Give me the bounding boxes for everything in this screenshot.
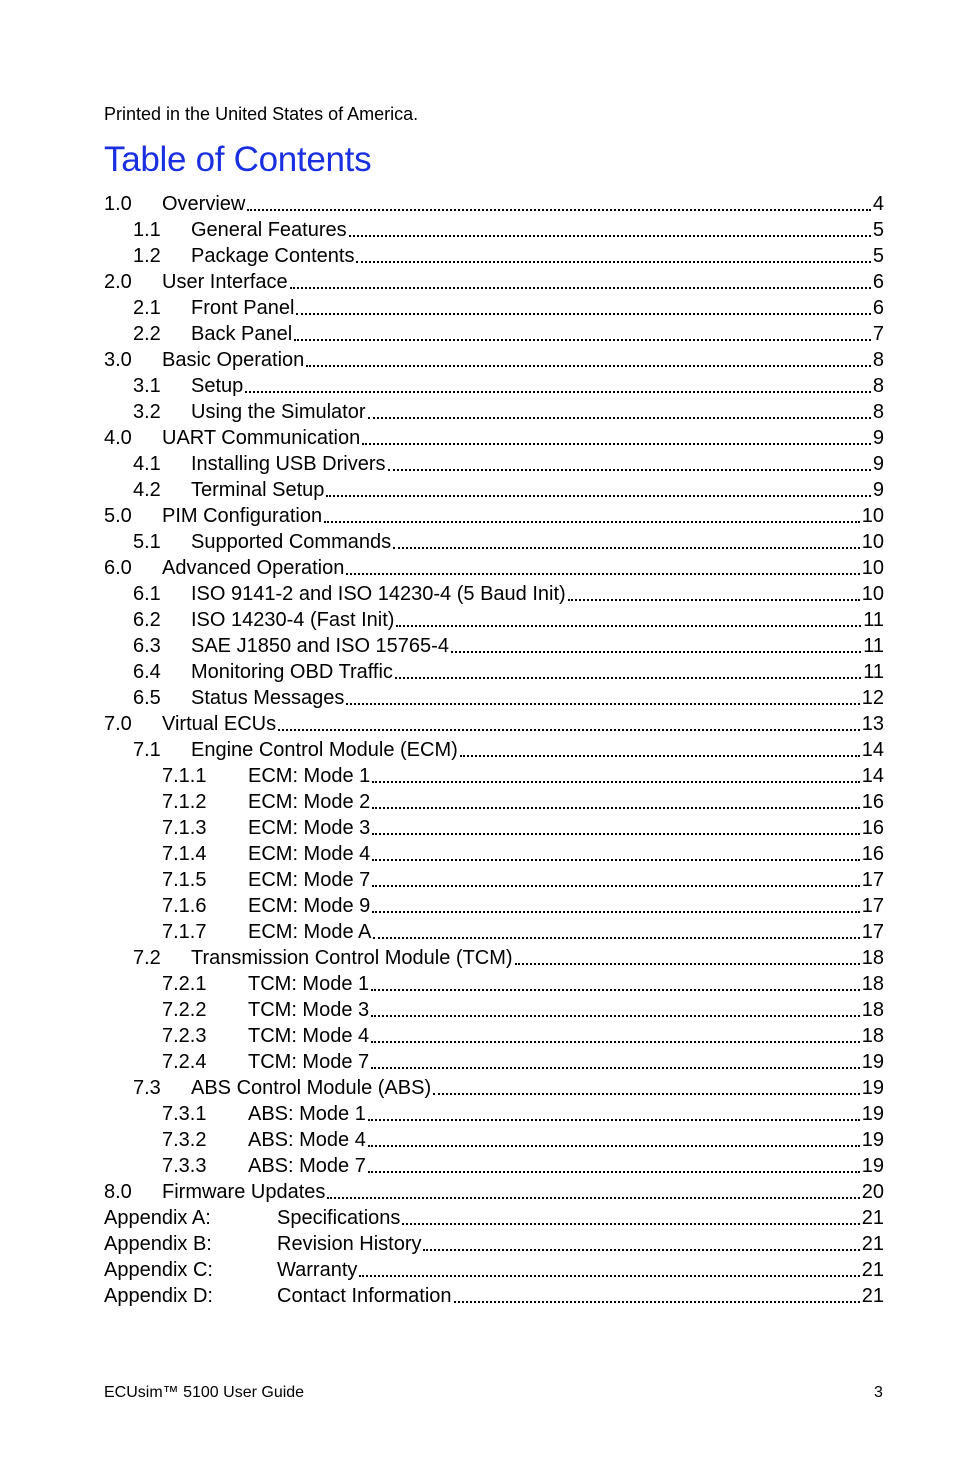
toc-entry-label: ECM: Mode 7 bbox=[248, 869, 371, 891]
toc-entry-number: 3.1 bbox=[133, 375, 161, 397]
toc-entry-page: 17 bbox=[861, 895, 884, 917]
toc-entry-page: 18 bbox=[861, 1025, 884, 1047]
toc-entry-line bbox=[162, 348, 884, 372]
toc-entry-label: ABS Control Module (ABS) bbox=[191, 1077, 432, 1099]
toc-entry-number: 7.3.2 bbox=[162, 1129, 207, 1151]
toc-entry-number: 7.3.1 bbox=[162, 1103, 207, 1125]
toc-entry-line bbox=[277, 1232, 884, 1256]
toc-dot-leader bbox=[346, 573, 859, 575]
toc-entry-label: ECM: Mode A bbox=[248, 921, 372, 943]
toc-entry-number: 7.1.4 bbox=[162, 843, 207, 865]
toc-dot-leader bbox=[451, 651, 861, 653]
toc-entry[interactable] bbox=[104, 372, 884, 398]
toc-entry-number: 4.2 bbox=[133, 479, 161, 501]
toc-entry-line bbox=[248, 764, 884, 788]
table-of-contents bbox=[104, 190, 884, 1308]
toc-dot-leader bbox=[393, 547, 860, 549]
toc-entry-label: General Features bbox=[191, 219, 347, 241]
toc-dot-leader bbox=[278, 729, 860, 731]
toc-entry-number: 7.0 bbox=[104, 713, 132, 735]
toc-entry[interactable] bbox=[104, 1282, 884, 1308]
toc-entry-page: 8 bbox=[872, 375, 884, 397]
toc-dot-leader bbox=[327, 1197, 859, 1199]
toc-dot-leader bbox=[372, 807, 859, 809]
toc-entry-label: ECM: Mode 9 bbox=[248, 895, 371, 917]
toc-entry-label: Virtual ECUs bbox=[162, 713, 277, 735]
printed-notice: Printed in the United States of America. bbox=[104, 104, 419, 124]
toc-entry[interactable] bbox=[104, 1048, 884, 1074]
toc-dot-leader bbox=[371, 1041, 860, 1043]
toc-entry-line bbox=[248, 998, 884, 1022]
toc-entry[interactable] bbox=[104, 866, 884, 892]
toc-entry-page: 19 bbox=[861, 1051, 884, 1073]
toc-entry-number: 1.2 bbox=[133, 245, 161, 267]
toc-dot-leader bbox=[371, 1067, 860, 1069]
toc-entry[interactable] bbox=[104, 1022, 884, 1048]
page-title: Table of Contents bbox=[104, 140, 372, 179]
toc-entry-number: 7.1.6 bbox=[162, 895, 207, 917]
toc-entry[interactable] bbox=[104, 736, 884, 762]
toc-entry-number: 2.0 bbox=[104, 271, 132, 293]
toc-entry-line bbox=[191, 608, 884, 632]
toc-dot-leader bbox=[247, 209, 871, 211]
toc-entry-page: 14 bbox=[861, 739, 884, 761]
toc-entry-label: Monitoring OBD Traffic bbox=[191, 661, 393, 683]
toc-entry-label: ECM: Mode 2 bbox=[248, 791, 371, 813]
toc-entry-line bbox=[162, 504, 884, 528]
toc-entry-page: 21 bbox=[861, 1233, 884, 1255]
toc-entry-number: 7.2.2 bbox=[162, 999, 207, 1021]
toc-entry[interactable] bbox=[104, 450, 884, 476]
toc-entry[interactable] bbox=[104, 762, 884, 788]
toc-dot-leader bbox=[346, 703, 859, 705]
toc-entry-number: 6.0 bbox=[104, 557, 132, 579]
toc-entry-page: 19 bbox=[861, 1077, 884, 1099]
toc-entry-line bbox=[248, 1102, 884, 1126]
toc-entry-page: 20 bbox=[861, 1181, 884, 1203]
toc-entry[interactable] bbox=[104, 944, 884, 970]
toc-entry-page: 4 bbox=[872, 193, 884, 215]
toc-entry-line bbox=[162, 192, 884, 216]
toc-entry[interactable] bbox=[104, 1204, 884, 1230]
toc-entry-label: TCM: Mode 1 bbox=[248, 973, 370, 995]
toc-entry-page: 16 bbox=[861, 817, 884, 839]
toc-entry-number: 4.0 bbox=[104, 427, 132, 449]
toc-entry-label: TCM: Mode 4 bbox=[248, 1025, 370, 1047]
toc-dot-leader bbox=[306, 365, 871, 367]
toc-entry[interactable] bbox=[104, 1074, 884, 1100]
toc-dot-leader bbox=[372, 833, 859, 835]
toc-entry-number: 6.2 bbox=[133, 609, 161, 631]
toc-dot-leader bbox=[324, 521, 860, 523]
toc-entry-label: Transmission Control Module (TCM) bbox=[191, 947, 513, 969]
toc-entry-page: 17 bbox=[861, 869, 884, 891]
toc-entry[interactable] bbox=[104, 580, 884, 606]
toc-entry-page: 16 bbox=[861, 791, 884, 813]
toc-entry[interactable] bbox=[104, 1178, 884, 1204]
toc-entry-number: Appendix C: bbox=[104, 1259, 213, 1281]
toc-entry-line bbox=[248, 868, 884, 892]
toc-entry-number: 7.1.2 bbox=[162, 791, 207, 813]
toc-entry[interactable] bbox=[104, 684, 884, 710]
toc-entry-page: 11 bbox=[863, 609, 884, 631]
toc-entry-number: 6.3 bbox=[133, 635, 161, 657]
toc-entry-page: 11 bbox=[863, 635, 884, 657]
toc-entry[interactable] bbox=[104, 476, 884, 502]
toc-entry-label: Specifications bbox=[277, 1207, 401, 1229]
toc-entry[interactable] bbox=[104, 1100, 884, 1126]
toc-entry-number: 6.4 bbox=[133, 661, 161, 683]
toc-dot-leader bbox=[433, 1093, 860, 1095]
toc-entry-line bbox=[248, 920, 884, 944]
toc-entry-number: 5.1 bbox=[133, 531, 161, 553]
toc-entry-number: Appendix A: bbox=[104, 1207, 211, 1229]
toc-entry-line bbox=[248, 1024, 884, 1048]
toc-entry-page: 18 bbox=[861, 999, 884, 1021]
toc-entry[interactable] bbox=[104, 892, 884, 918]
toc-entry-number: 6.1 bbox=[133, 583, 161, 605]
toc-dot-leader bbox=[396, 625, 861, 627]
toc-entry-line bbox=[162, 712, 884, 736]
toc-dot-leader bbox=[356, 261, 870, 263]
toc-entry[interactable] bbox=[104, 346, 884, 372]
toc-entry-label: ECM: Mode 1 bbox=[248, 765, 371, 787]
toc-entry-number: 7.3.3 bbox=[162, 1155, 207, 1177]
toc-entry-line bbox=[162, 556, 884, 580]
toc-entry-line bbox=[191, 634, 884, 658]
toc-dot-leader bbox=[326, 495, 870, 497]
toc-entry-label: ECM: Mode 3 bbox=[248, 817, 371, 839]
footer-page-number: 3 bbox=[874, 1384, 883, 1401]
toc-entry-number: 1.0 bbox=[104, 193, 132, 215]
toc-entry-page: 19 bbox=[861, 1155, 884, 1177]
toc-entry-page: 16 bbox=[861, 843, 884, 865]
toc-entry-line bbox=[248, 894, 884, 918]
toc-entry-page: 7 bbox=[872, 323, 884, 345]
toc-entry-page: 9 bbox=[872, 453, 884, 475]
toc-entry-line bbox=[191, 374, 884, 398]
toc-entry-label: Front Panel bbox=[191, 297, 295, 319]
toc-entry-line bbox=[248, 1050, 884, 1074]
toc-entry-label: Basic Operation bbox=[162, 349, 305, 371]
toc-entry[interactable] bbox=[104, 268, 884, 294]
toc-entry-number: 3.2 bbox=[133, 401, 161, 423]
toc-entry[interactable] bbox=[104, 632, 884, 658]
toc-entry[interactable] bbox=[104, 294, 884, 320]
toc-entry[interactable] bbox=[104, 528, 884, 554]
toc-entry-label: Firmware Updates bbox=[162, 1181, 326, 1203]
toc-dot-leader bbox=[245, 391, 871, 393]
toc-entry-page: 6 bbox=[872, 271, 884, 293]
toc-entry-line bbox=[191, 244, 884, 268]
toc-dot-leader bbox=[515, 963, 860, 965]
toc-entry-line bbox=[191, 400, 884, 424]
toc-entry[interactable] bbox=[104, 710, 884, 736]
toc-entry-line bbox=[191, 478, 884, 502]
toc-dot-leader bbox=[372, 859, 859, 861]
toc-entry[interactable] bbox=[104, 320, 884, 346]
toc-entry-page: 10 bbox=[861, 531, 884, 553]
toc-dot-leader bbox=[372, 781, 859, 783]
toc-dot-leader bbox=[368, 1171, 860, 1173]
toc-entry-line bbox=[191, 1076, 884, 1100]
toc-entry-page: 11 bbox=[863, 661, 884, 683]
toc-entry-number: 7.1.1 bbox=[162, 765, 207, 787]
toc-entry-number: 7.2.4 bbox=[162, 1051, 207, 1073]
toc-entry-line bbox=[191, 738, 884, 762]
toc-entry-number: 7.1.3 bbox=[162, 817, 207, 839]
toc-dot-leader bbox=[395, 677, 861, 679]
toc-entry-page: 8 bbox=[872, 401, 884, 423]
toc-entry-page: 19 bbox=[861, 1129, 884, 1151]
toc-entry-page: 12 bbox=[861, 687, 884, 709]
toc-dot-leader bbox=[368, 1119, 860, 1121]
toc-entry[interactable] bbox=[104, 606, 884, 632]
toc-entry-page: 14 bbox=[861, 765, 884, 787]
toc-entry[interactable] bbox=[104, 814, 884, 840]
toc-entry-line bbox=[191, 452, 884, 476]
toc-entry-page: 10 bbox=[861, 583, 884, 605]
toc-entry-label: PIM Configuration bbox=[162, 505, 323, 527]
toc-entry-label: ABS: Mode 4 bbox=[248, 1129, 366, 1151]
toc-dot-leader bbox=[423, 1249, 859, 1251]
toc-dot-leader bbox=[373, 937, 859, 939]
toc-entry-label: Overview bbox=[162, 193, 246, 215]
toc-entry-label: Advanced Operation bbox=[162, 557, 345, 579]
toc-entry-page: 18 bbox=[861, 973, 884, 995]
toc-entry-line bbox=[248, 790, 884, 814]
toc-entry-number: 7.2.3 bbox=[162, 1025, 207, 1047]
toc-dot-leader bbox=[296, 313, 870, 315]
toc-entry-line bbox=[191, 322, 884, 346]
toc-entry-line bbox=[191, 218, 884, 242]
toc-entry-number: 7.3 bbox=[133, 1077, 161, 1099]
toc-entry-label: ISO 14230-4 (Fast Init) bbox=[191, 609, 395, 631]
toc-dot-leader bbox=[454, 1301, 860, 1303]
toc-entry-line bbox=[248, 1154, 884, 1178]
toc-entry-label: TCM: Mode 7 bbox=[248, 1051, 370, 1073]
toc-entry[interactable] bbox=[104, 424, 884, 450]
toc-entry-page: 10 bbox=[861, 557, 884, 579]
toc-entry-label: Package Contents bbox=[191, 245, 355, 267]
toc-dot-leader bbox=[362, 443, 871, 445]
toc-entry-line bbox=[248, 972, 884, 996]
toc-entry-line bbox=[191, 296, 884, 320]
toc-dot-leader bbox=[368, 417, 871, 419]
toc-entry-page: 6 bbox=[872, 297, 884, 319]
toc-dot-leader bbox=[388, 469, 871, 471]
toc-entry-number: 7.1.7 bbox=[162, 921, 207, 943]
toc-entry-number: 2.2 bbox=[133, 323, 161, 345]
toc-entry-page: 9 bbox=[872, 479, 884, 501]
toc-entry[interactable] bbox=[104, 1256, 884, 1282]
toc-dot-leader bbox=[402, 1223, 859, 1225]
toc-entry-label: User Interface bbox=[162, 271, 288, 293]
toc-entry-line bbox=[191, 660, 884, 684]
toc-dot-leader bbox=[368, 1145, 860, 1147]
toc-entry[interactable] bbox=[104, 1152, 884, 1178]
toc-entry-line bbox=[191, 686, 884, 710]
toc-entry-page: 18 bbox=[861, 947, 884, 969]
toc-entry-number: Appendix B: bbox=[104, 1233, 212, 1255]
toc-dot-leader bbox=[371, 1015, 860, 1017]
toc-entry-number: 7.2.1 bbox=[162, 973, 207, 995]
toc-entry-number: 6.5 bbox=[133, 687, 161, 709]
toc-entry[interactable] bbox=[104, 788, 884, 814]
toc-entry-label: ABS: Mode 1 bbox=[248, 1103, 366, 1125]
toc-entry-label: Engine Control Module (ECM) bbox=[191, 739, 458, 761]
toc-entry[interactable] bbox=[104, 554, 884, 580]
toc-entry[interactable] bbox=[104, 918, 884, 944]
toc-entry[interactable] bbox=[104, 1230, 884, 1256]
toc-entry-label: Revision History bbox=[277, 1233, 422, 1255]
toc-entry-number: 3.0 bbox=[104, 349, 132, 371]
toc-entry[interactable] bbox=[104, 190, 884, 216]
toc-entry[interactable] bbox=[104, 242, 884, 268]
toc-entry-label: UART Communication bbox=[162, 427, 361, 449]
toc-entry-label: ISO 9141-2 and ISO 14230-4 (5 Baud Init) bbox=[191, 583, 566, 605]
toc-dot-leader bbox=[359, 1275, 859, 1277]
toc-entry-line bbox=[162, 426, 884, 450]
toc-entry-page: 17 bbox=[861, 921, 884, 943]
toc-entry-number: 7.1.5 bbox=[162, 869, 207, 891]
toc-entry-label: ECM: Mode 4 bbox=[248, 843, 371, 865]
toc-entry-line bbox=[191, 946, 884, 970]
toc-entry-line bbox=[191, 582, 884, 606]
toc-entry-line bbox=[162, 270, 884, 294]
toc-entry-number: Appendix D: bbox=[104, 1285, 213, 1307]
toc-entry-label: Status Messages bbox=[191, 687, 345, 709]
toc-entry-page: 5 bbox=[872, 245, 884, 267]
toc-entry-label: Contact Information bbox=[277, 1285, 452, 1307]
toc-entry-label: Back Panel bbox=[191, 323, 293, 345]
toc-entry[interactable] bbox=[104, 996, 884, 1022]
footer-title: ECUsim™ 5100 User Guide bbox=[104, 1384, 305, 1401]
toc-entry[interactable] bbox=[104, 1126, 884, 1152]
toc-entry-line bbox=[277, 1206, 884, 1230]
toc-entry[interactable] bbox=[104, 398, 884, 424]
toc-dot-leader bbox=[294, 339, 871, 341]
toc-entry-line bbox=[277, 1284, 884, 1308]
toc-entry-label: Warranty bbox=[277, 1259, 358, 1281]
toc-entry-line bbox=[191, 530, 884, 554]
toc-entry-number: 5.0 bbox=[104, 505, 132, 527]
toc-entry-label: Using the Simulator bbox=[191, 401, 366, 423]
toc-entry[interactable] bbox=[104, 840, 884, 866]
toc-entry-number: 7.1 bbox=[133, 739, 161, 761]
toc-entry[interactable] bbox=[104, 502, 884, 528]
toc-entry-page: 21 bbox=[861, 1285, 884, 1307]
toc-dot-leader bbox=[372, 911, 859, 913]
toc-entry-page: 5 bbox=[872, 219, 884, 241]
toc-entry-label: Setup bbox=[191, 375, 244, 397]
toc-dot-leader bbox=[290, 287, 871, 289]
toc-entry-page: 21 bbox=[861, 1259, 884, 1281]
toc-entry-page: 21 bbox=[861, 1207, 884, 1229]
toc-entry-page: 19 bbox=[861, 1103, 884, 1125]
toc-entry[interactable] bbox=[104, 658, 884, 684]
toc-entry[interactable] bbox=[104, 216, 884, 242]
toc-entry-line bbox=[248, 842, 884, 866]
toc-dot-leader bbox=[372, 885, 859, 887]
toc-dot-leader bbox=[460, 755, 860, 757]
toc-entry-number: 7.2 bbox=[133, 947, 161, 969]
toc-entry-line bbox=[277, 1258, 884, 1282]
toc-entry-number: 4.1 bbox=[133, 453, 161, 475]
toc-dot-leader bbox=[568, 599, 860, 601]
toc-entry-page: 8 bbox=[872, 349, 884, 371]
toc-entry-label: Supported Commands bbox=[191, 531, 392, 553]
toc-entry-label: SAE J1850 and ISO 15765-4 bbox=[191, 635, 449, 657]
toc-entry-label: TCM: Mode 3 bbox=[248, 999, 370, 1021]
toc-entry-line bbox=[248, 816, 884, 840]
toc-entry-label: Installing USB Drivers bbox=[191, 453, 386, 475]
toc-dot-leader bbox=[349, 235, 871, 237]
toc-entry-label: ABS: Mode 7 bbox=[248, 1155, 366, 1177]
toc-entry-line bbox=[248, 1128, 884, 1152]
toc-entry-number: 2.1 bbox=[133, 297, 161, 319]
toc-entry-page: 9 bbox=[872, 427, 884, 449]
toc-entry[interactable] bbox=[104, 970, 884, 996]
toc-entry-line bbox=[162, 1180, 884, 1204]
toc-entry-label: Terminal Setup bbox=[191, 479, 325, 501]
toc-dot-leader bbox=[371, 989, 860, 991]
toc-entry-page: 13 bbox=[861, 713, 884, 735]
toc-entry-page: 10 bbox=[861, 505, 884, 527]
toc-entry-number: 1.1 bbox=[133, 219, 161, 241]
toc-entry-number: 8.0 bbox=[104, 1181, 132, 1203]
